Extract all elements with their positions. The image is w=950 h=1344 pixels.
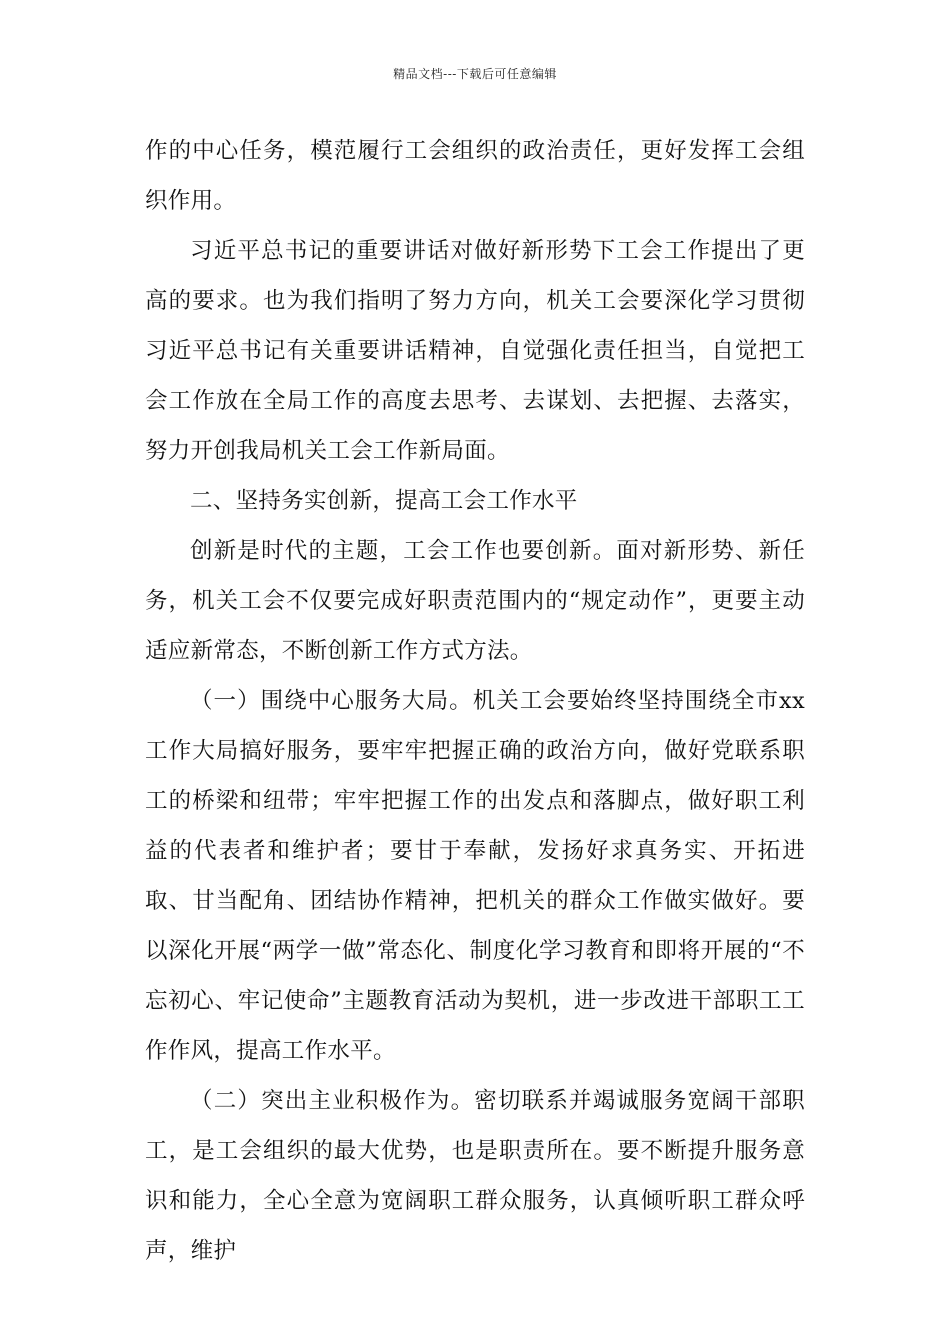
paragraph-5: （二）突出主业积极作为。密切联系并竭诚服务宽阔干部职工，是工会组织的最大优势，也是职责所在。要不断提升服务意识和能力，全心全意为宽阔职工群众服务，认真倾听职工群众呼声，维护 <box>145 1088 805 1264</box>
paragraph-1: 作的中心任务，模范履行工会组织的政治责任，更好发挥工会组织作用。 <box>145 138 805 214</box>
paragraph-3: 创新是时代的主题，工会工作也要创新。面对新形势、新任务，机关工会不仅要完成好职责范围内的“规定动作”，更要主动适应新常态，不断创新工作方式方法。 <box>145 538 805 664</box>
paragraph-2: 习近平总书记的重要讲话对做好新形势下工会工作提出了更高的要求。也为我们指明了努力方向，机关工会要深化学习贯彻习近平总书记有关重要讲话精神，自觉强化责任担当，自觉把工会工作放在全局工作的高度去思考、去谋划、去把握、去落实，努力开创我局机关工会工作新局面。 <box>145 238 805 464</box>
page-header: 精品文档---下载后可任意编辑 <box>393 67 557 81</box>
document-body <box>145 126 805 1276</box>
section-heading: 二、坚持务实创新，提高工会工作水平 <box>190 488 578 514</box>
paragraph-4: （一）围绕中心服务大局。机关工会要始终坚持围绕全市xx工作大局搞好服务，要牢牢把握正确的政治方向，做好党联系职工的桥梁和纽带；牢牢把握工作的出发点和落脚点，做好职工利益的代表者和维护者；要甘于奉献，发扬好求真务实、开拓进取、甘当配角、团结协作精神，把机关的群众工作做实做好。要以深化开展“两学一做”常态化、制度化学习教育和即将开展的“不忘初心、牢记使命”主题教育活动为契机，进一步改进干部职工工作作风，提高工作水平。 <box>145 688 805 1064</box>
